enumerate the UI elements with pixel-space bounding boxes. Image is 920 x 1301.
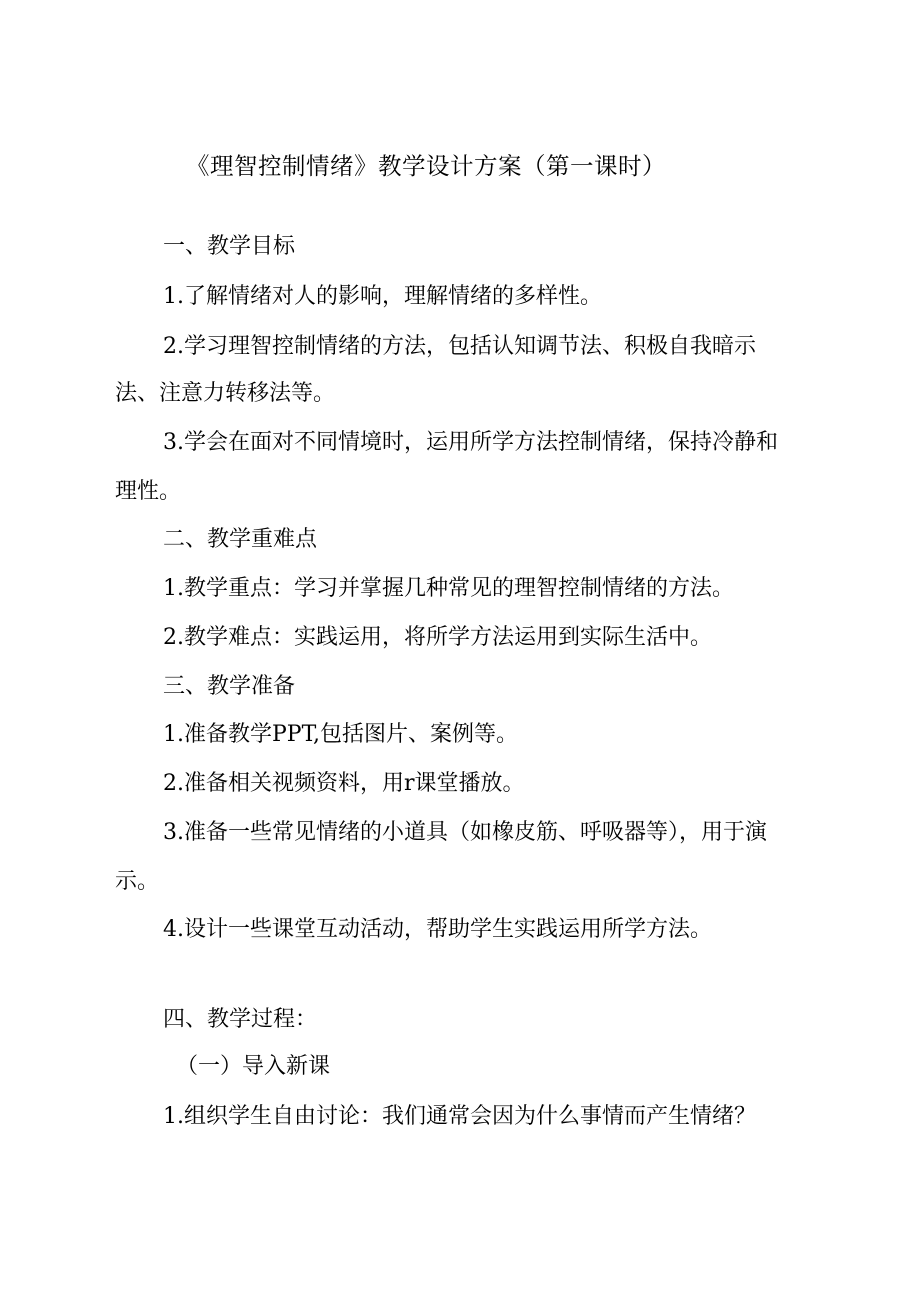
key-point-item-2: 2.教学难点：实践运用，将所学方法运用到实际生活中。 xyxy=(163,625,712,650)
document-title: 《理智控制情绪》教学设计方案（第一课时） xyxy=(186,152,666,180)
preparation-item-4: 4.设计一些课堂互动活动，帮助学生实践运用所学方法。 xyxy=(163,917,712,942)
section-heading-process: 四、教学过程： xyxy=(163,1007,318,1032)
process-subheading-1: （一）导入新课 xyxy=(176,1054,331,1079)
preparation-item-3: 3.准备一些常见情绪的小道具（如橡皮筋、呼吸器等），用于演 xyxy=(163,820,767,845)
section-heading-preparation: 三、教学准备 xyxy=(163,674,296,699)
objective-item-3-continued: 理性。 xyxy=(115,479,182,504)
objective-item-1: 1.了解情绪对人的影响，理解情绪的多样性。 xyxy=(163,284,602,309)
objective-item-2: 2.学习理智控制情绪的方法，包括认知调节法、积极自我暗示 xyxy=(163,334,756,359)
objective-item-3: 3.学会在面对不同情境时，运用所学方法控制情绪，保持冷静和 xyxy=(163,430,778,455)
objective-item-2-continued: 法、注意力转移法等。 xyxy=(115,381,336,406)
section-heading-key-points: 二、教学重难点 xyxy=(163,527,318,552)
key-point-item-1: 1.教学重点：学习并掌握几种常见的理智控制情绪的方法。 xyxy=(163,576,734,601)
preparation-item-1: 1.准备教学PPT,包括图片、案例等。 xyxy=(163,722,519,747)
preparation-item-2: 2.准备相关视频资料，用r课堂播放。 xyxy=(163,771,525,796)
preparation-item-3-continued: 示。 xyxy=(115,869,160,894)
section-heading-objectives: 一、教学目标 xyxy=(163,234,296,259)
process-item-1: 1.组织学生自由讨论：我们通常会因为什么事情而产生情绪？ xyxy=(163,1104,756,1129)
